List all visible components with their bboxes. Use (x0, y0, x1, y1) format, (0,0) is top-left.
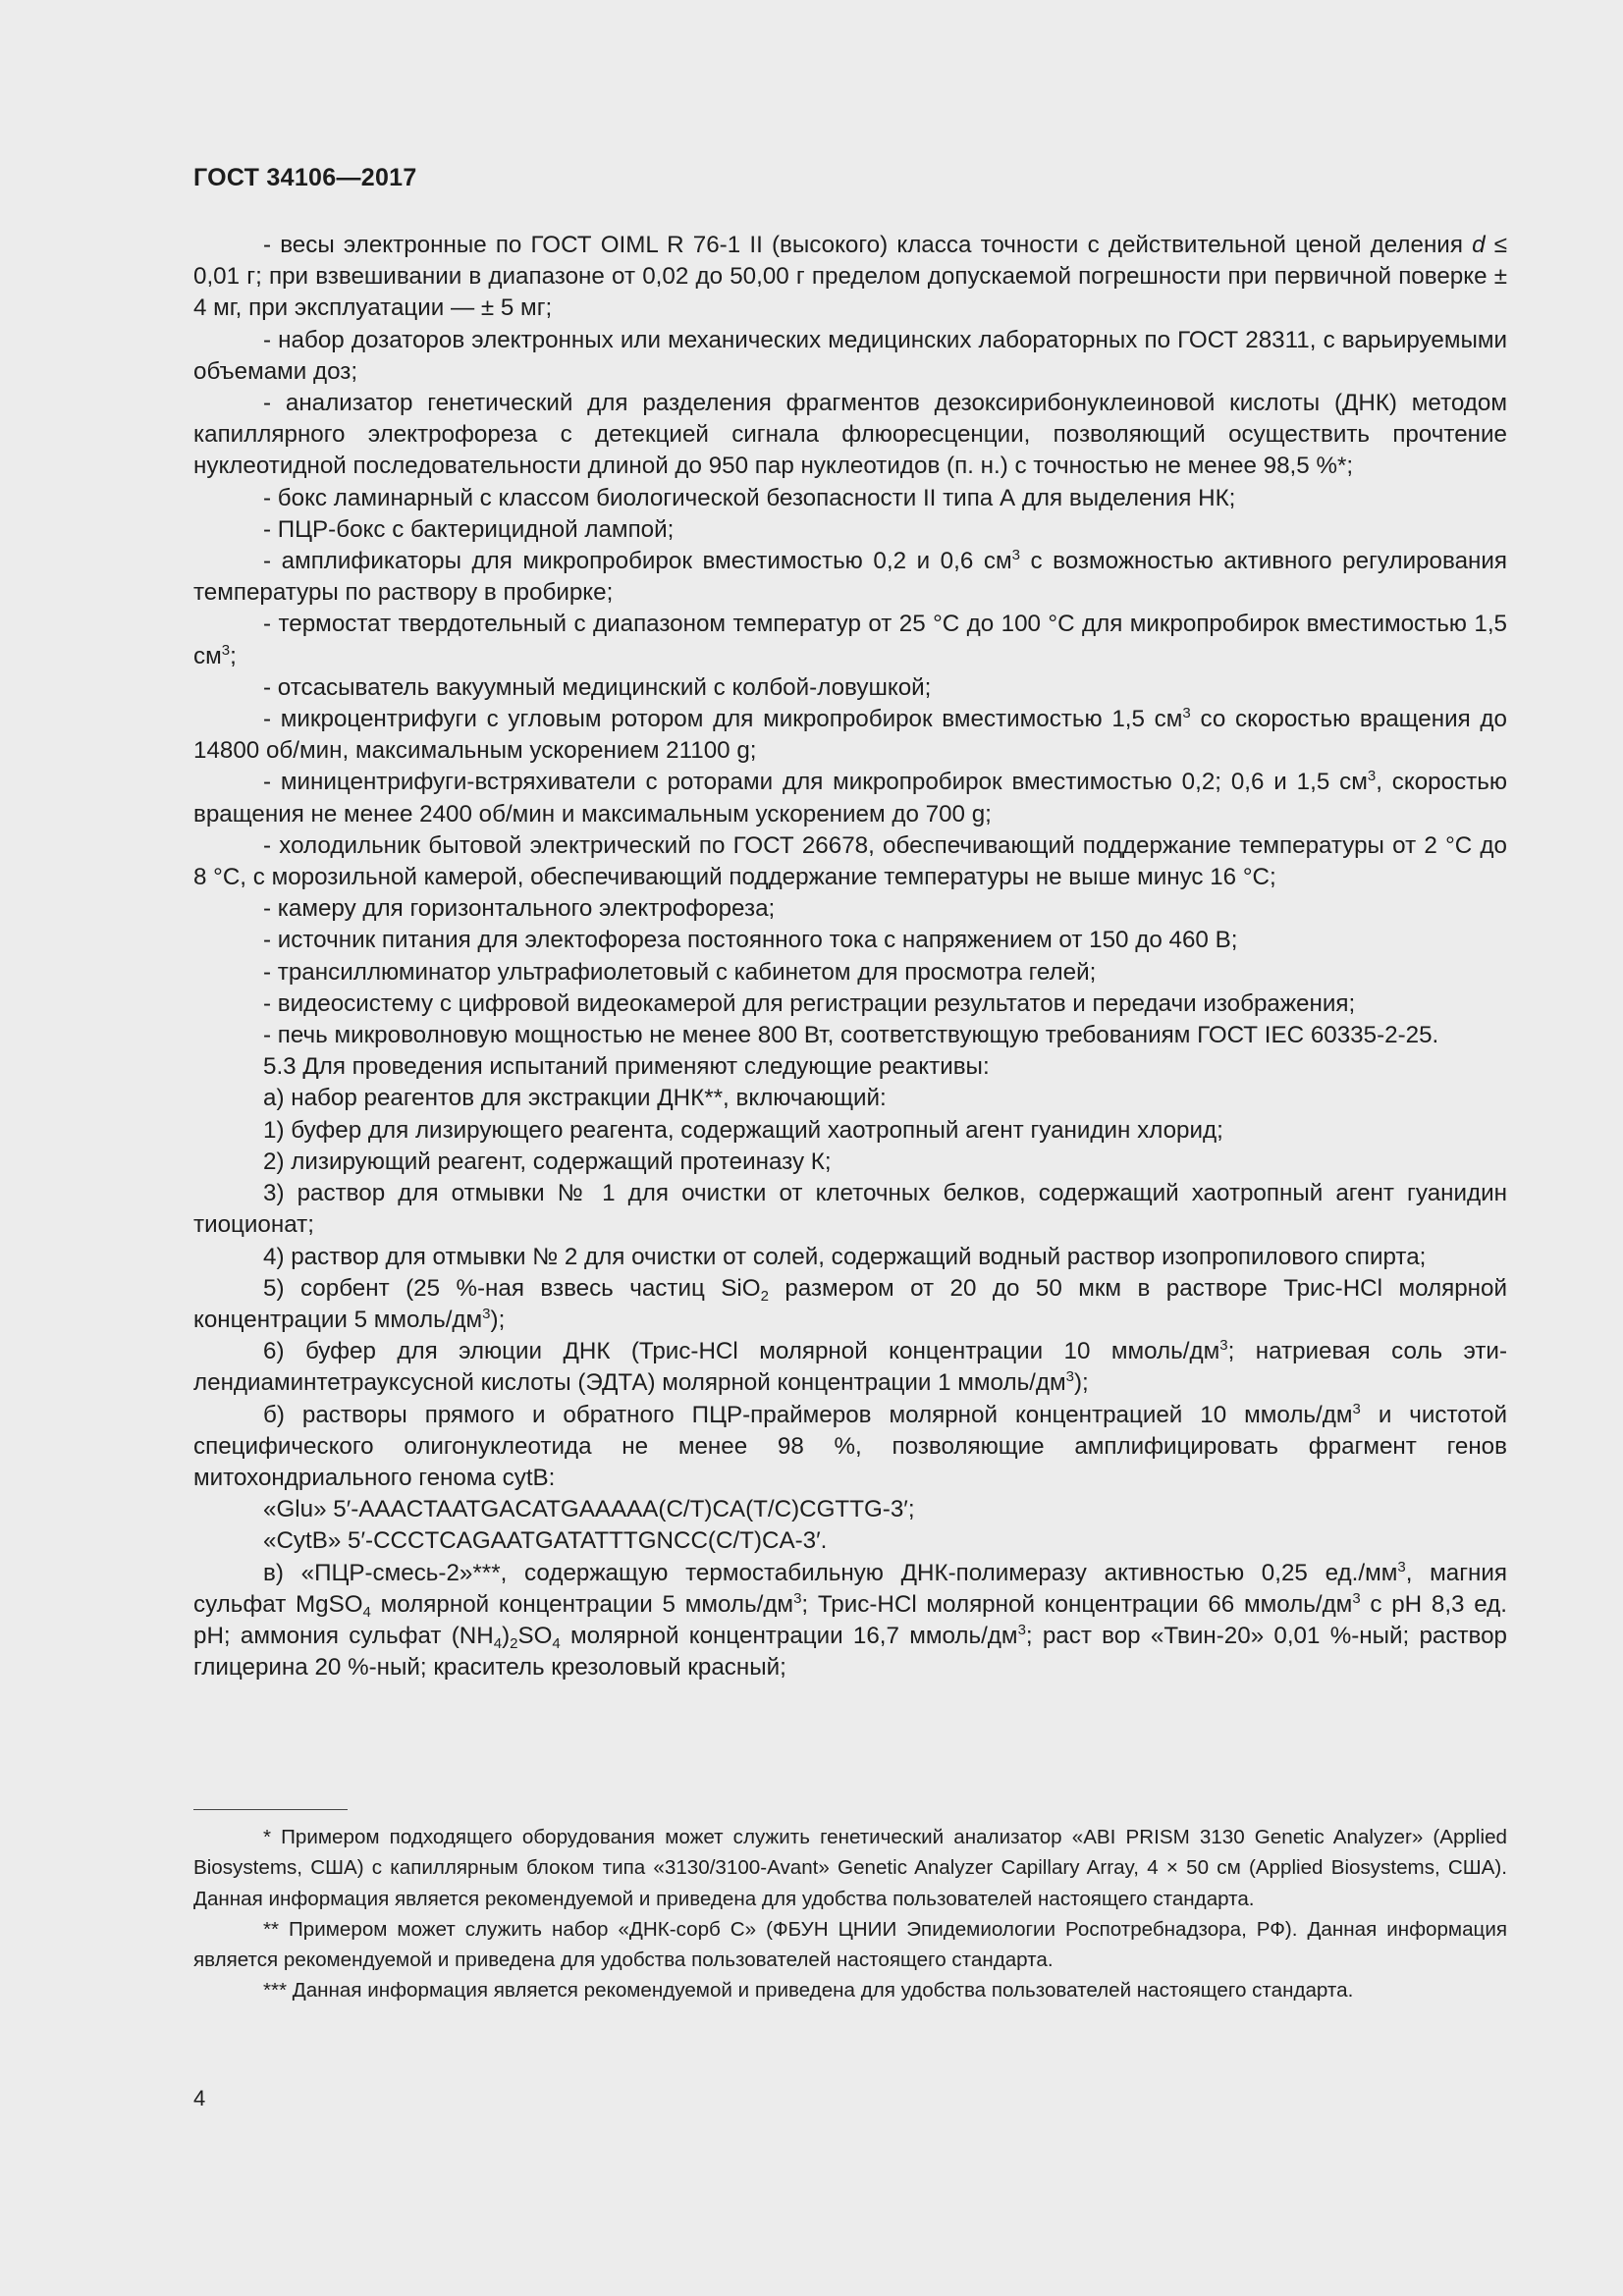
paragraph-item-6: 6) буфер для элюции ДНК (Трис-HCl молярной концентрации 10 ммоль/$дм^3$; натриевая соль этилендиаминтетрауксусной кислоты (ЭДТА) молярной концентрации 1 ммоль/$дм^3$); (193, 1337, 1507, 1397)
paragraph-item-2: 2) лизирующий реагент, содержащий протеиназу К; (263, 1148, 832, 1175)
paragraph-thermostat: - термостат твердотельный с диапазоном температур от 25 °С до 100 °С для микропробирок вместимостью 1,5 $см^3$; (193, 611, 1507, 669)
paragraph-video-system: - видеосистему с цифровой видеокамерой для регистрации результатов и передачи изображения; (263, 989, 1356, 1017)
paragraph-transilluminator: - трансиллюминатор ультрафиолетовый с кабинетом для просмотра гелей; (263, 958, 1097, 986)
paragraph-item-1: 1) буфер для лизирующего реагента, содержащий хаотропный агент гуанидин хлорид; (263, 1116, 1223, 1144)
footnote-3: *** Данная информация является рекомендуемой и приведена для удобства пользователей настоящего стандарта. (263, 1979, 1354, 2002)
footnote-1: * Примером подходящего оборудования может служить генетический анализатор «ABI PRISM 3130 Genetic Analyzer» (Applied Biosystems, США) с капиллярным блоком типа «3130/3100-Avant» Genetic Analyzer Capillary Array, 4 × 50 см (Applied Biosystems, США). Данная информация является рекомендуемой и приведена для удобства пользователей настоящего стандарта. (193, 1826, 1507, 1910)
paragraph-reagent-kit: а) набор реагентов для экстракции ДНК**, включающий: (263, 1085, 887, 1112)
paragraph-microwave: - печь микроволновую мощностью не менее 800 Вт, соответствующую требованиям ГОСТ IEC 60335-2-25. (263, 1022, 1439, 1049)
paragraph-pcr-mix: в) «ПЦР-смесь-2»***, содержащую термостабильную ДНК-полимеразу активностью 0,25 $ед./мм^3$, магния сульфат MgSO$_4$ молярной концентрации 5 ммоль/$дм^3$; Трис-HCl молярной концентрации 66 ммоль/$дм^3$ с pH 8,3 ед. pH; аммония сульфат $(NH_4)_2SO_4$ молярной концентрации 16,7 ммоль/$дм^3$; раст вор «Твин-20» 0,01 %-ный; раствор глицерина 20 %-ный; краситель крезоловый красный; (193, 1558, 1508, 1682)
paragraph-electrophoresis-chamber: - камеру для горизонтального электрофореза; (263, 895, 776, 923)
paragraph-item-4: 4) раствор для отмывки № 2 для очистки от солей, содержащий водный раствор изопропилового спирта; (263, 1243, 1427, 1270)
paragraph-section-5-3: 5.3 Для проведения испытаний применяют следующие реактивы: (263, 1053, 990, 1081)
footnote-divider (193, 1809, 348, 1810)
paragraph-laminar-box: - бокс ламинарный с классом биологической безопасности II типа А для выделения НК; (263, 484, 1236, 511)
footnotes (193, 1822, 1507, 2006)
paragraph-primers: б) растворы прямого и обратного ПЦР-праймеров молярной концентрацией 10 ммоль/$дм^3$ и чистотой специфического олигонуклеотида не менее 98 %, позволяющие амплифицировать фрагмент генов митохондриального генома cytB: (193, 1400, 1507, 1491)
paragraph-aspirator: - отсасыватель вакуумный медицинский с колбой-ловушкой; (263, 673, 932, 701)
paragraph-refrigerator: - холодильник бытовой электрический по ГОСТ 26678, обеспечивающий поддержание температуры от 2 °С до 8 °С, с морозильной камерой, обеспечивающий поддержание температуры не выше минус 16 °С; (193, 831, 1507, 891)
paragraph-microcentrifuges: - микроцентрифуги с угловым ротором для микропробирок вместимостью 1,5 $см^3$ со скоростью вращения до 14800 об/мин, максимальным ускорением 21100 g; (193, 705, 1507, 765)
paragraph-primer-cytb: «CytB» 5′-CCCTCAGAATGATATTTGNCC(C/T)CA-3′. (263, 1527, 828, 1555)
document-body (193, 230, 1507, 1683)
paragraph-minicentrifuges: - миницентрифуги-встряхиватели с роторами для микропробирок вместимостью 0,2; 0,6 и 1,5 $см^3$, скоростью вращения не менее 2400 об/мин и максимальным ускорением до 700 g; (193, 768, 1507, 828)
paragraph-power-source: - источник питания для электофореза постоянного тока с напряжением от 150 до 460 В; (263, 927, 1238, 954)
footnote-2: ** Примером может служить набор «ДНК-сорб С» (ФБУН ЦНИИ Эпидемиологии Роспотребнадзора, РФ). Данная информация является рекомендуемой и приведена для удобства пользователей настоящего стандарта. (193, 1917, 1507, 1972)
paragraph-item-5: 5) сорбент (25 %-ная взвесь частиц SiO$_2$ размером от 20 до 50 мкм в растворе Трис-HCl молярной концентрации 5 ммоль/$дм^3$); (193, 1274, 1507, 1333)
paragraph-primer-glu: «Glu» 5′-AAACTAATGACATGAAAAA(C/T)CA(T/C)CGTTG-3′; (263, 1496, 915, 1523)
paragraph-pcr-box: - ПЦР-бокс с бактерицидной лампой; (263, 515, 675, 543)
paragraph-scales: - весы электронные по ГОСТ OIML R 76-1 II (высокого) класса точности с действительной ценой деления d ≤ 0,01 г; при взвешивании в диапазоне от 0,02 до 50,00 г пределом допускаемой погрешности при первичной поверке ± 4 мг, при эксплуатации — ± 5 мг; (193, 232, 1507, 322)
page-number: 4 (193, 2086, 206, 2110)
paragraph-dispensers: - набор дозаторов электронных или механических медицинских лабораторных по ГОСТ 28311, с варьируемыми объемами доз; (193, 326, 1507, 385)
document-header: ГОСТ 34106—2017 (193, 164, 417, 191)
paragraph-genetic-analyzer: - анализатор генетический для разделения фрагментов дезоксирибонуклеиновой кислоты (ДНК) методом капиллярного электрофореза с детекцией сигнала флюоресценции, позволяющий осуществить прочтение нуклеотидной последовательности длиной до 950 пар нуклеотидов (п. н.) с точностью не менее 98,5 %*; (193, 390, 1507, 480)
paragraph-amplifiers: - амплификаторы для микропробирок вместимостью 0,2 и 0,6 $см^3$ с возможностью активного регулирования температуры по раствору в пробирке; (193, 547, 1507, 607)
paragraph-item-3: 3) раствор для отмывки № 1 для очистки от клеточных белков, содержащий хаотропный агент гуанидин тиоционат; (193, 1180, 1507, 1239)
